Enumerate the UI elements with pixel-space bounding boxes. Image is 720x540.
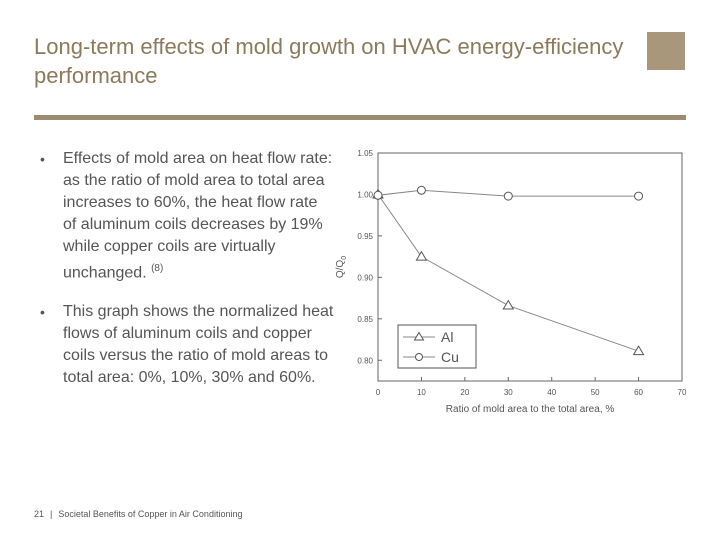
legend <box>398 325 476 368</box>
y-tick-label: 0.90 <box>357 273 373 283</box>
x-tick-label: 40 <box>547 388 557 397</box>
x-axis <box>376 377 687 397</box>
x-tick-label: 60 <box>634 388 644 397</box>
bullet-text: This graph shows the normalized heat flows of aluminum coils and copper coils versus the ratio of mold areas to total area: 0%, 10%, 30% and 60%. <box>63 303 334 387</box>
bullet-text: Effects of mold area on heat flow rate: as the ratio of mold area to total area increases to 60%, the heat flow rate of aluminum coils decreases by 19% while copper coils are virtually unchanged. <box>63 150 333 282</box>
slide-title: Long-term effects of mold growth on HVAC energy-efficiency performance <box>34 34 624 88</box>
slide-footer <box>34 509 242 519</box>
bullet-point-icon: • <box>40 304 45 321</box>
bullet-point-icon: • <box>40 151 45 167</box>
x-tick-label: 0 <box>375 388 381 397</box>
legend-marker-cu <box>416 354 423 361</box>
legend-label-al: Al <box>441 329 454 345</box>
bullet-item-mold-area <box>34 148 334 284</box>
data-point-cu <box>417 186 425 194</box>
reference-marker: (8) <box>151 263 164 274</box>
x-tick-label: 20 <box>460 388 470 397</box>
footer-text: Societal Benefits of Copper in Air Conditioning <box>58 509 243 519</box>
data-point-al <box>503 301 513 310</box>
y-tick-label: 0.85 <box>357 314 373 324</box>
legend-label-cu: Cu <box>441 349 459 365</box>
data-point-al <box>416 252 426 261</box>
legend-box <box>398 325 476 368</box>
heat-flow-chart <box>328 140 698 425</box>
x-tick-label: 50 <box>590 388 600 397</box>
bullet-item-graph-description <box>34 301 334 389</box>
data-point-cu <box>504 192 512 200</box>
y-tick-label: 1.05 <box>357 149 373 158</box>
x-tick-label: 70 <box>677 388 687 397</box>
brand-logo-block <box>647 32 685 70</box>
x-tick-label: 30 <box>503 388 513 397</box>
page-number: 21 <box>34 509 45 519</box>
y-axis-title-main: Q/Q <box>335 259 346 279</box>
data-point-cu <box>374 191 382 199</box>
y-tick-label: 1.00 <box>357 190 373 200</box>
title-divider <box>34 115 686 120</box>
y-axis-title-subscript: 0 <box>341 255 348 260</box>
x-tick-label: 10 <box>416 388 426 397</box>
y-tick-label: 0.95 <box>357 231 373 241</box>
bullet-list <box>34 148 334 406</box>
y-tick-label: 0.80 <box>357 356 373 366</box>
data-point-cu <box>635 192 643 200</box>
x-axis-title: Ratio of mold area to the total area, % <box>445 404 615 415</box>
footer-separator: | <box>50 509 53 519</box>
y-axis-title <box>335 256 348 278</box>
